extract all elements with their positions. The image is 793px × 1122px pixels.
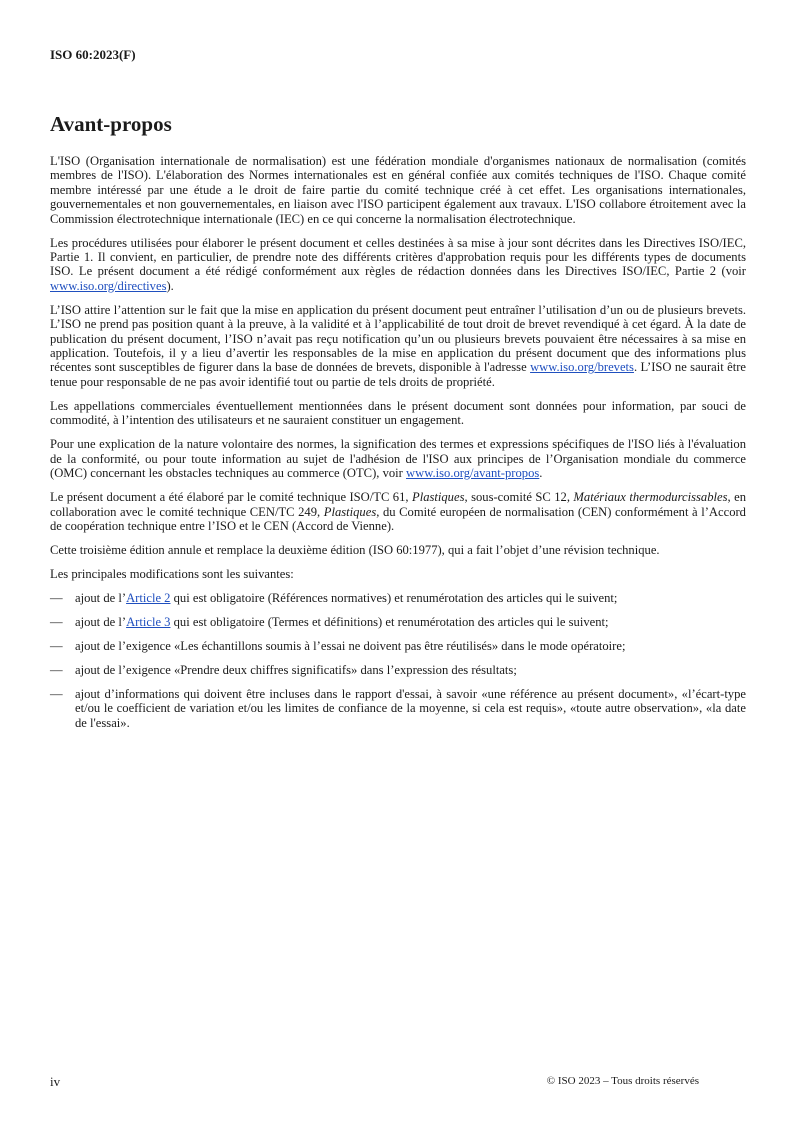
text: . L’ISO ne saurait être tenue pour responsable de ne pas avoir identifié tout ou partie de tels droits de propriété. [50,360,746,389]
paragraph-5 [50,437,746,480]
text: ajout de l’ [75,590,127,605]
text: . [539,466,543,481]
article-2-link[interactable]: Article 2 [126,590,171,605]
list-item [50,687,746,730]
text: Les procédures utilisées pour élaborer le présent document et celles destinées à sa mise à jour sont décrites dans les Directives ISO/IEC, Partie 1. Il convient, en particulier, de prendre note des différents critères d'approbation requis pour les différents types de documents ISO. Le présent document a été rédigé conformément aux règles de rédaction données dans les Directives ISO/IEC, Partie 2 (voir [50,235,746,279]
page-number: iv [50,1074,61,1089]
text: , du Comité européen de normalisation (CEN) conformément à l’Accord de coopération technique entre l’ISO et le CEN (Accord de Vienne). [50,504,746,533]
document-body [50,154,746,740]
document-header: ISO 60:2023(F) [50,47,136,62]
directives-link[interactable]: www.iso.org/directives [50,278,167,293]
italic-text: Matériaux thermodurcissables [573,490,728,505]
italic-text: Plastiques [323,504,377,519]
dash: — [50,638,63,653]
text: Le présent document a été élaboré par le comité technique ISO/TC 61, [50,490,412,505]
list-item [50,639,746,653]
text: Pour une explication de la nature volontaire des normes, la signification des termes et expressions spécifiques de l'ISO liés à l'évaluation de la conformité, ou pour toute information au sujet de l'adhésion de l'ISO aux principes de l’Organisation mondiale du commerce (OMC) concernant les obstacles techniques au commerce (OTC), voir [50,437,746,481]
paragraph-3 [50,303,746,389]
text: ajout de l’ [75,614,127,629]
paragraph-8: Les principales modifications sont les suivantes: [50,566,294,581]
page-title: Avant-propos [50,112,172,136]
dash: — [50,662,63,677]
dash: — [50,614,63,629]
text: ajout d’informations qui doivent être incluses dans le rapport d'essai, à savoir «une référence au présent document», «l’écart-type et/ou le coefficient de variation et/ou les limites de confiance de la moyenne, si cela est requis», «toute autre observation», «la date de l'essai». [75,686,746,730]
copyright: © ISO 2023 – Tous droits réservés [546,1075,699,1087]
list-item [50,615,746,629]
italic-text: Plastiques [412,490,465,505]
list-item [50,591,746,605]
text: qui est obligatoire (Termes et définitions) et renumérotation des articles qui le suivent; [170,614,609,629]
paragraph-6 [50,490,746,533]
text: ). [166,278,174,293]
text: ajout de l’exigence «Les échantillons soumis à l’essai ne doivent pas être réutilisés» dans le mode opératoire; [75,638,626,653]
text: ajout de l’exigence «Prendre deux chiffres significatifs» dans l’expression des résultats; [75,662,517,677]
list-item [50,663,746,677]
dash: — [50,590,63,605]
paragraph-4: Les appellations commerciales éventuellement mentionnées dans le présent document sont données pour information, par souci de commodité, à l’intention des utilisateurs et ne sauraient constituer un engagement. [50,398,746,428]
brevets-link[interactable]: www.iso.org/brevets [530,360,634,375]
paragraph-1: L'ISO (Organisation internationale de normalisation) est une fédération mondiale d'organismes nationaux de normalisation (comités membres de l'ISO). L'élaboration des Normes internationales est en général confiée aux comités techniques de l'ISO. Chaque comité membre intéressé par une étude a le droit de faire partie du comité technique créé à cet effet. Les organisations internationales, gouvernementales et non gouvernementales, en liaison avec l'ISO participent également aux travaux. L'ISO collabore étroitement avec la Commission électrotechnique internationale (IEC) en ce qui concerne la normalisation électrotechnique. [50,154,746,226]
text: , sous-comité SC 12, [464,490,574,505]
text: qui est obligatoire (Références normatives) et renumérotation des articles qui le suivent; [170,590,618,605]
paragraph-2 [50,236,746,294]
paragraph-7: Cette troisième édition annule et remplace la deuxième édition (ISO 60:1977), qui a fait l’objet d’une révision technique. [50,542,660,557]
dash: — [50,686,63,701]
text: , en collaboration avec le comité technique CEN/TC 249, [50,490,746,519]
text: L’ISO attire l’attention sur le fait que la mise en application du présent document peut entraîner l’utilisation d’un ou de plusieurs brevets. L’ISO ne prend pas position quant à la preuve, à la validité et à l’applicabilité de tout droit de brevet revendiqué à cet égard. À la date de publication du présent document, l’ISO n’avait pas reçu notification qu’un ou plusieurs brevets pouvaient être nécessaires à sa mise en application. Toutefois, il y a lieu d’avertir les responsables de la mise en application du présent document que des informations plus récentes sont susceptibles de figurer dans la base de données de brevets, disponible à l'adresse [50,302,746,375]
article-3-link[interactable]: Article 3 [126,614,171,629]
avant-propos-link[interactable]: www.iso.org/avant-propos [406,466,540,481]
